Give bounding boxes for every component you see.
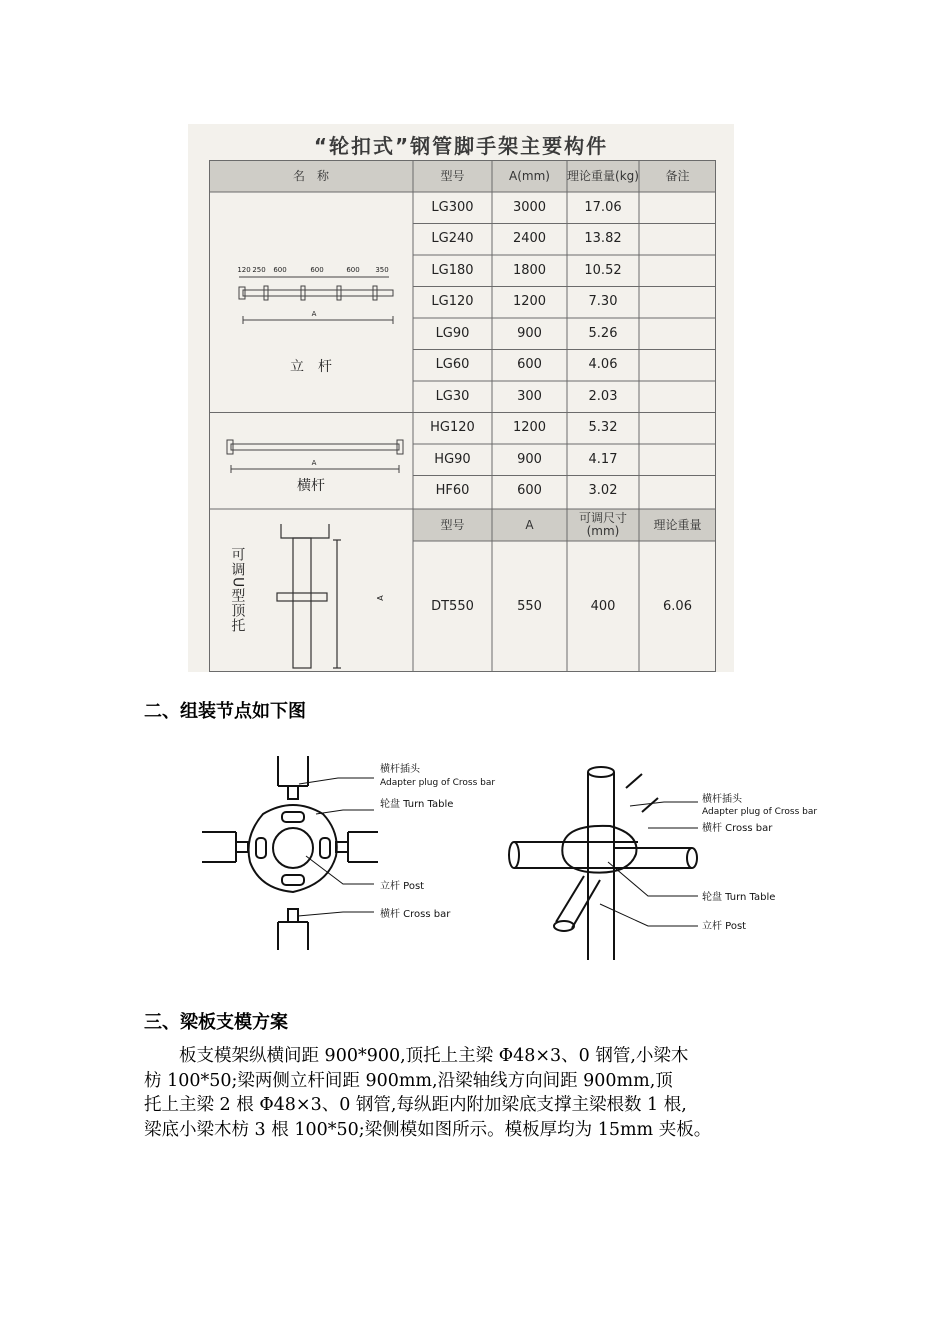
row-model: LG60: [435, 357, 470, 373]
row-model: LG120: [431, 294, 474, 310]
row2-a: 550: [517, 598, 542, 614]
row-model: LG180: [431, 262, 474, 278]
post-drawing: [239, 277, 393, 324]
dim-label: 250: [252, 266, 266, 275]
left-turntable-label: 轮盘 Turn Table: [380, 799, 454, 810]
dim-a-label: A: [311, 310, 317, 319]
right-adapter-label: 横杆插头: [702, 794, 742, 805]
paragraph-line: 枋 100*50;梁两侧立杆间距 900mm,沿梁轴线方向间距 900mm,顶: [144, 1070, 673, 1091]
left-adapter-en-label: Adapter plug of Cross bar: [380, 778, 496, 788]
header-model: 型号: [413, 160, 492, 192]
row2-weight: 6.06: [663, 598, 692, 614]
row-model: HF60: [435, 483, 470, 499]
dim-label: 600: [310, 266, 324, 275]
row-a: 1800: [512, 262, 547, 278]
jack-label: 可调U型顶托: [229, 546, 246, 634]
row-a: 900: [517, 451, 542, 467]
header-a: A(mm): [492, 160, 567, 192]
right-post-label: 立杆 Post: [702, 921, 747, 932]
header2-model: 型号: [413, 509, 492, 541]
row-model: LG300: [431, 199, 474, 215]
row-weight: 13.82: [584, 231, 622, 247]
row-weight: 4.17: [588, 451, 618, 467]
assembly-diagram: [178, 744, 818, 966]
row-weight: 2.03: [588, 388, 618, 404]
components-table: [209, 160, 716, 672]
row-a: 600: [517, 483, 542, 499]
left-crossbar-label: 横杆 Cross bar: [380, 909, 451, 920]
dim-label: 600: [346, 266, 360, 275]
post-label: 立 杆: [290, 358, 332, 375]
crossbar-label: 横杆: [297, 477, 325, 494]
paragraph-line: 梁底小梁木枋 3 根 100*50;梁侧模如图所示。模板厚均为 15mm 夹板。: [144, 1119, 712, 1140]
row-model: HG120: [430, 420, 475, 436]
right-crossbar-label: 横杆 Cross bar: [702, 823, 773, 834]
row-a: 600: [517, 357, 542, 373]
row-model: LG90: [435, 325, 470, 341]
components-table-image: [188, 124, 734, 672]
right-turntable-label: 轮盘 Turn Table: [702, 892, 776, 903]
right-adapter-en-label: Adapter plug of Cross bar: [702, 807, 818, 817]
row-model: LG240: [431, 231, 474, 247]
row-weight: 3.02: [588, 483, 618, 499]
row-weight: 5.26: [588, 325, 618, 341]
row-a: 1200: [512, 294, 547, 310]
row-a: 3000: [512, 199, 547, 215]
dim-a-label: A: [311, 459, 317, 468]
row-weight: 4.06: [588, 357, 618, 373]
row-a: 300: [517, 388, 542, 404]
row-a: 1200: [512, 420, 547, 436]
section2-heading: 二、组装节点如下图: [144, 701, 306, 722]
left-adapter-label: 横杆插头: [380, 764, 420, 775]
left-post-label: 立杆 Post: [380, 881, 425, 892]
row-a: 900: [517, 325, 542, 341]
row-weight: 5.32: [588, 420, 618, 436]
dim-label: 120: [237, 266, 251, 275]
row-weight: 17.06: [584, 199, 622, 215]
header2-adjust: 可调尺寸(mm): [567, 509, 639, 541]
header-note: 备注: [639, 160, 716, 192]
paragraph-line: 托上主梁 2 根 Φ48×3、0 钢管,每纵距内附加梁底支撑主梁根数 1 根,: [144, 1095, 687, 1115]
dim-label: 350: [375, 266, 389, 275]
header2-weight: 理论重量: [639, 509, 716, 541]
table-title: “轮扣式”钢管脚手架主要构件: [313, 134, 609, 158]
table-grid-lines: [209, 160, 716, 672]
header2-a: A: [492, 509, 567, 541]
row-weight: 7.30: [588, 294, 618, 310]
header-name: 名 称: [209, 160, 413, 192]
row2-model: DT550: [431, 598, 474, 614]
section3-paragraph: [144, 1044, 824, 1142]
dim-label: 600: [273, 266, 287, 275]
row-model: LG30: [435, 388, 470, 404]
row-a: 2400: [512, 231, 547, 247]
jack-drawing: [277, 524, 341, 668]
row-weight: 10.52: [584, 262, 622, 278]
section3-heading: 三、梁板支模方案: [144, 1012, 288, 1033]
row-model: HG90: [434, 451, 471, 467]
row2-adjust: 400: [590, 598, 616, 614]
crossbar-drawing: [227, 440, 403, 473]
paragraph-line: 板支模架纵横间距 900*900,顶托上主梁 Φ48×3、0 钢管,小梁木: [144, 1046, 689, 1066]
dim-a-label: A: [375, 595, 385, 601]
header-weight: 理论重量(kg): [567, 160, 639, 192]
